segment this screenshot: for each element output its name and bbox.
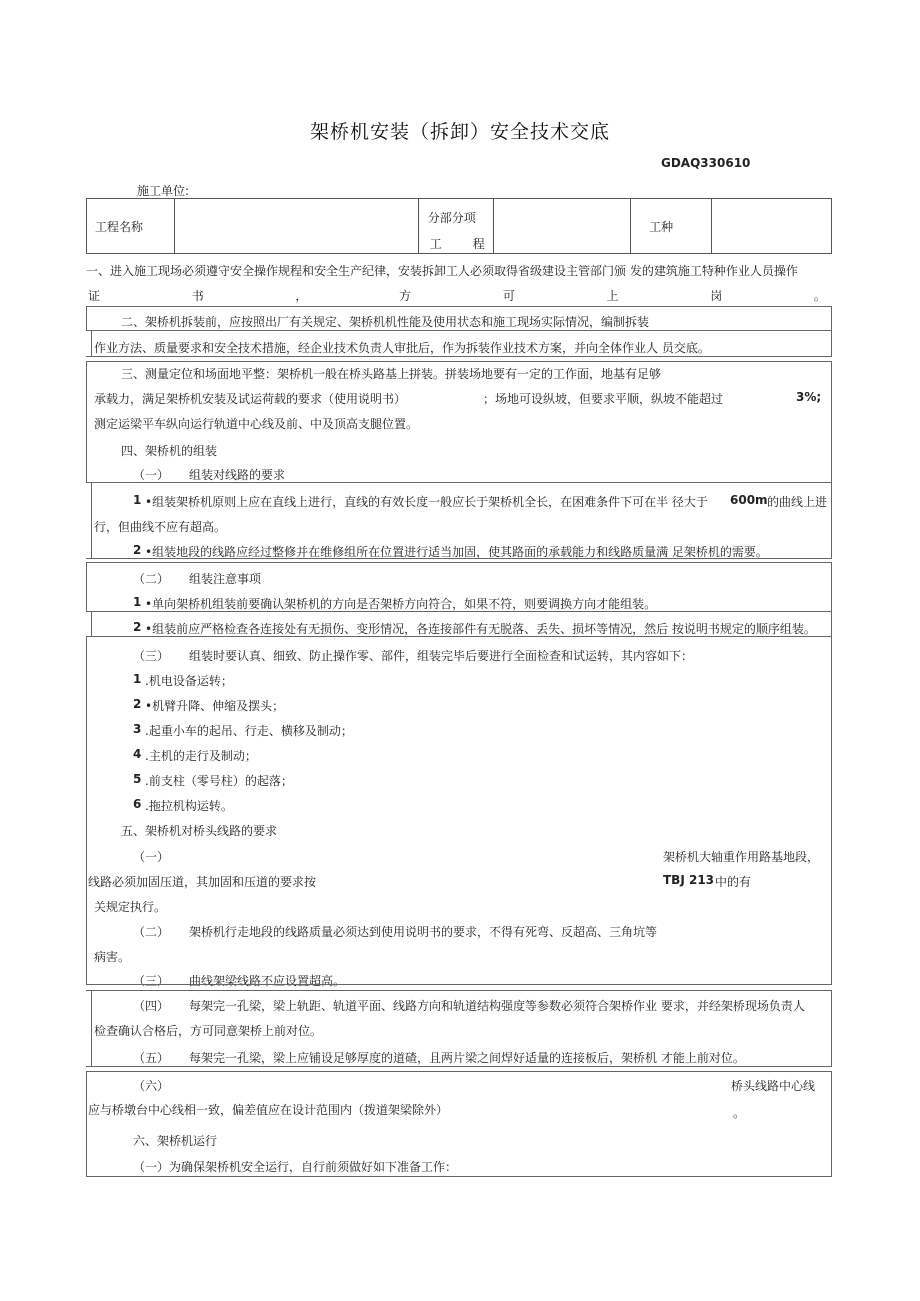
section-5-6-right: 桥头线路中心线 [731, 1079, 816, 1093]
rule [86, 636, 87, 984]
s1-char: ， [295, 289, 308, 303]
sub-project-label-line1: 分部分项 [427, 211, 476, 225]
rule [86, 562, 87, 611]
section-5-4-num: （四） [133, 999, 170, 1013]
section-5-5-text: 每架完一孔梁，梁上应铺设足够厚度的道碴，且两片梁之间焊好适量的连接板后，架桥机 才能上前对位。 [189, 1051, 745, 1065]
project-name-label: 工程名称 [87, 199, 175, 254]
section-4-3-title: 组装时要认真、细致、防止操作零、部件，组装完毕后要进行全面检查和试运转，其内容如下： [189, 649, 694, 663]
s1-char: 方 [399, 289, 412, 303]
section-4-1-title: 组装对线路的要求 [189, 468, 286, 482]
rule [86, 356, 832, 357]
rule [86, 1066, 832, 1067]
section-4-2-title: 组装注意事项 [189, 572, 262, 586]
section-5-2-line2: 病害。 [94, 950, 131, 964]
section-3-slope-limit: 3%; [796, 390, 822, 404]
section-4-3-num: （三） [133, 649, 170, 663]
rule [831, 990, 832, 1066]
section-5-5-num: （五） [133, 1051, 170, 1065]
section-5-4-text: 每架完一孔梁，梁上轨距、轨道平面、线路方向和轨道结构强度等参数必须符合架桥作业 要求，并经架桥现场负责人 [189, 999, 805, 1013]
rule [86, 1071, 832, 1072]
section-3-line3: 测定运梁平车纵向运行轨道中心线及前、中及顶高支腿位置。 [94, 417, 419, 431]
document-code: GDAQ330610 [661, 156, 751, 170]
section-5-4-line2: 检查确认合格后，方可同意架桥上前对位。 [94, 1024, 323, 1038]
check-item: .拖拉机构运转。 [145, 799, 233, 813]
rule [831, 611, 832, 636]
section-5-6-line2: 应与桥墩台中心线相一致，偏差值应在设计范围内（拨道架梁除外） [88, 1103, 449, 1117]
sub-project-label-line2b: 程 [472, 237, 485, 251]
rule [86, 306, 87, 330]
project-info-table [86, 198, 832, 254]
rule [831, 361, 832, 482]
section-4-1-2-text: •组装地段的线路应经过整修并在维修组所在位置进行适当加固，使其路面的承载能力和线路质量满 足架桥机的需要。 [145, 545, 768, 559]
section-4-2-2-text: •组装前应严格检查各连接处有无损伤、变形情况，各连接部件有无脱落、丢失、损坏等情况，然后 按说明书规定的顺序组装。 [145, 622, 816, 636]
project-name-value[interactable] [174, 199, 418, 254]
rule [831, 1071, 832, 1176]
item-number: 3 [133, 722, 142, 736]
check-item: .前支柱（零号柱）的起落； [145, 774, 293, 788]
rule [831, 482, 832, 558]
section-5-title: 五、架桥机对桥头线路的要求 [121, 824, 278, 838]
section-5-1-line3: 关规定执行。 [94, 900, 167, 914]
section-5-3-text: 曲线架梁线路不应设置超高。 [189, 974, 346, 988]
trade-label: 工种 [631, 199, 712, 254]
item-number: 1 [133, 493, 142, 507]
s1-char: 证 [88, 289, 101, 303]
section-5-1-num: （一） [133, 850, 170, 864]
item-number: 2 [133, 697, 142, 711]
section-5-1-standard: TBJ 213 [663, 873, 715, 887]
rule [86, 611, 832, 612]
section-5-2-text: 架桥机行走地段的线路质量必须达到使用说明书的要求，不得有死弯、反超高、三角坑等 [189, 925, 658, 939]
rule [831, 562, 832, 611]
check-item: .主机的走行及制动； [145, 749, 257, 763]
item-number: 4 [133, 747, 142, 761]
s1-char: 可 [502, 289, 515, 303]
rule [91, 611, 92, 636]
section-1-line2 [88, 287, 826, 304]
rule [86, 1176, 832, 1177]
rule [831, 306, 832, 330]
rule [831, 330, 832, 356]
section-2-line1: 二、架桥机拆装前，应按照出厂有关规定、架桥机机性能及使用状态和施工现场实际情况，编制拆装 [121, 315, 650, 329]
rule [831, 636, 832, 984]
section-2-line2: 作业方法、质量要求和安全技术措施，经企业技术负责人审批后，作为拆装作业技术方案，并向全体作业人 员交底。 [94, 341, 710, 355]
item-number: 1 [133, 595, 142, 609]
rule [86, 330, 832, 331]
rule [86, 482, 832, 483]
section-5-3-num: （三） [133, 974, 170, 988]
sub-project-label-line2a: 工 [429, 237, 442, 251]
rule [86, 306, 832, 307]
section-4-title: 四、架桥机的组装 [121, 444, 218, 458]
check-item: .起重小车的起吊、行走、横移及制动； [145, 724, 353, 738]
s1-char: 。 [813, 289, 826, 303]
section-1-line1: 一、进入施工现场必须遵守安全操作规程和安全生产纪律，安装拆卸工人必须取得省级建设主管部门颁 发的建筑施工特种作业人员操作 [86, 264, 798, 278]
item-number: 2 [133, 543, 142, 557]
rule [86, 1071, 87, 1176]
section-4-2-1-text: •单向架桥机组装前要确认架桥机的方向是否架桥方向符合，如果不符，则要调换方向才能组装。 [145, 597, 657, 611]
trade-value[interactable] [712, 199, 832, 254]
section-6-title: 六、架桥机运行 [133, 1134, 218, 1148]
sub-project-label-cell [418, 199, 493, 254]
rule [86, 562, 832, 563]
rule [86, 558, 832, 559]
section-4-1-1-tail: 的曲线上进 [767, 495, 828, 509]
document-title: 架桥机安装（拆卸）安全技术交底 [309, 121, 610, 143]
s1-char: 书 [191, 289, 204, 303]
section-5-1-line2: 线路必须加固压道，其加固和压道的要求按 [88, 875, 317, 889]
section-5-6-num: （六） [133, 1079, 170, 1093]
section-5-6-period: 。 [733, 1106, 746, 1120]
rule [91, 990, 92, 1066]
item-number: 2 [133, 620, 142, 634]
section-5-1-line2-tail: 中的有 [715, 875, 752, 889]
section-3-line1: 三、测量定位和场面地平整：架桥机一般在桥头路基上拼装。拼装场地要有一定的工作面，地基有足够 [121, 367, 662, 381]
section-5-1-right: 架桥机大轴重作用路基地段， [663, 850, 820, 864]
s1-char: 上 [606, 289, 619, 303]
rule [86, 636, 832, 637]
rule [91, 330, 92, 356]
s1-char: 岗 [710, 289, 723, 303]
rule [86, 984, 832, 985]
section-4-1-1-text: •组装架桥机原则上应在直线上进行，直线的有效长度一般应长于架桥机全长，在困难条件下可在半 径大于 [145, 495, 708, 509]
section-3-line2b: ；场地可设纵坡，但要求平顺，纵坡不能超过 [483, 392, 724, 406]
rule [86, 361, 832, 362]
item-number: 6 [133, 797, 142, 811]
section-4-1-num: （一） [133, 468, 170, 482]
section-5-2-num: （二） [133, 925, 170, 939]
rule [86, 990, 832, 991]
rule [86, 361, 87, 482]
item-number: 5 [133, 772, 142, 786]
section-4-2-num: （二） [133, 572, 170, 586]
item-number: 1 [133, 672, 142, 686]
section-4-1-1-line2: 行，但曲线不应有超高。 [94, 520, 227, 534]
section-3-line2a: 承载力，满足架桥机安装及试运荷载的要求（使用说明书） [94, 392, 407, 406]
check-item: .机电设备运转； [145, 674, 233, 688]
section-6-1-text: （一）为确保架桥机安全运行，自行前须做好如下准备工作： [133, 1160, 458, 1174]
check-item: •机臂升降、伸缩及摆头； [145, 699, 285, 713]
construction-unit-label: 施工单位: [137, 184, 190, 198]
rule [91, 482, 92, 558]
section-4-1-1-radius: 600m [730, 493, 768, 507]
sub-project-value[interactable] [494, 199, 631, 254]
